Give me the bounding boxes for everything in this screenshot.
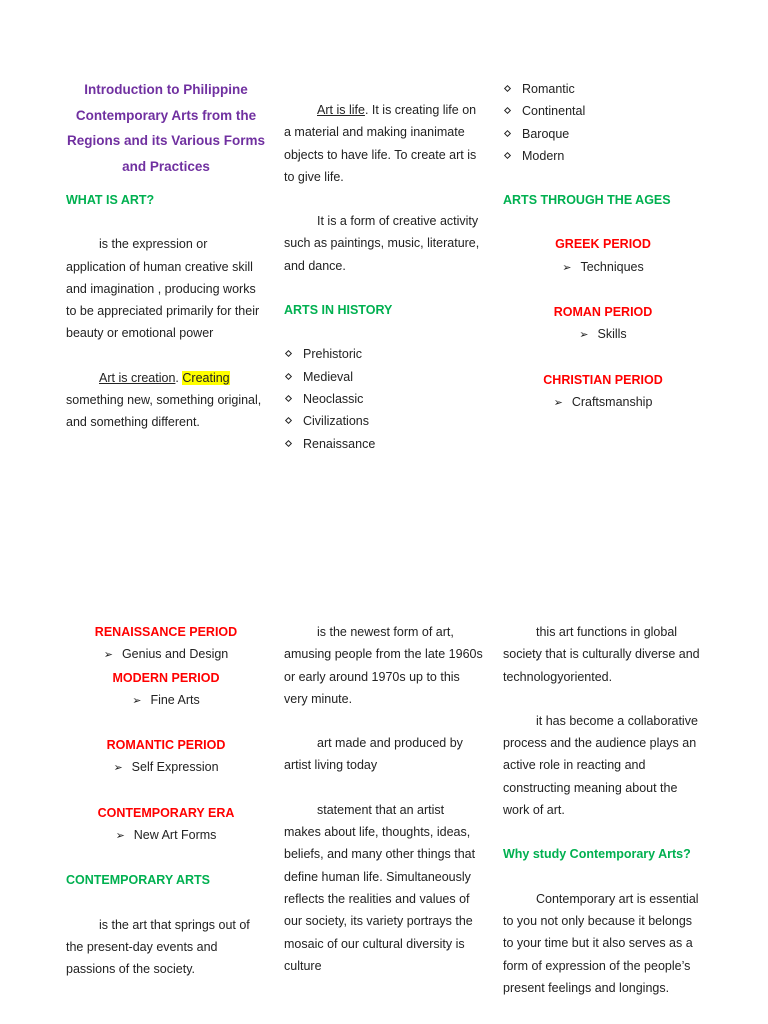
arts-in-history-heading: ARTS IN HISTORY: [284, 303, 393, 318]
list-item-label: Neoclassic: [303, 391, 364, 406]
diamond-bullet-icon: [504, 152, 511, 159]
roman-period-item: [503, 323, 703, 346]
list-item: [284, 433, 484, 455]
list-item-label: Civilizations: [303, 414, 369, 429]
list-item-label: Prehistoric: [303, 347, 363, 362]
christian-period-heading: CHRISTIAN PERIOD: [543, 372, 663, 387]
creation-rest-text: something new, something original, and something different.: [66, 393, 262, 430]
item-label: Fine Arts: [150, 692, 200, 707]
column-2: [284, 99, 484, 455]
list-item: [284, 366, 484, 388]
modern-period-heading: MODERN PERIOD: [112, 670, 220, 685]
romantic-period-heading: ROMANTIC PERIOD: [106, 738, 226, 753]
art-is-life-rest: . It is creating life on a material and making inanimate objects to have life. To create art is to give life.: [284, 103, 477, 184]
list-item-label: Renaissance: [303, 436, 376, 451]
arrow-bullet-icon: ➢: [113, 762, 123, 775]
collaborative-process-paragraph: it has become a collaborative process and the audience plays an active role in reacting and constructing meaning about the work of art.: [503, 713, 698, 818]
renaissance-period-item: [66, 643, 266, 666]
periods-continued-list: [503, 78, 703, 167]
creative-activity-paragraph: It is a form of creative activity such as paintings, music, literature, and dance.: [284, 214, 480, 273]
list-item-label: Baroque: [522, 126, 570, 141]
christian-period-item: [503, 391, 703, 414]
what-is-art-text: is the expression or application of human creative skill and imagination , producing works to be appreciated primarily for their beauty or emotional power: [66, 237, 260, 341]
column-4: [66, 621, 266, 981]
renaissance-period-heading: RENAISSANCE PERIOD: [94, 625, 238, 639]
arrow-bullet-icon: ➢: [579, 329, 589, 342]
contemporary-era-item: [66, 824, 266, 847]
diamond-bullet-icon: [285, 395, 292, 402]
list-item-label: Romantic: [522, 82, 575, 96]
contemporary-arts-text: is the art that springs out of the present-day events and passions of the society.: [66, 917, 250, 977]
newest-form-paragraph: is the newest form of art, amusing people from the late 1960s or early around 1970s up to this very minute.: [284, 625, 483, 706]
column-3: [503, 78, 703, 414]
what-is-art-heading: WHAT IS ART?: [66, 193, 155, 207]
list-item: [503, 100, 703, 122]
period-text: .: [175, 370, 179, 385]
arrow-bullet-icon: ➢: [115, 830, 125, 843]
list-item-label: Medieval: [303, 369, 354, 384]
diamond-bullet-icon: [504, 130, 511, 137]
column-1: [66, 77, 266, 434]
romantic-period-item: [66, 756, 266, 779]
diamond-bullet-icon: [504, 85, 511, 92]
contemporary-era-heading: CONTEMPORARY ERA: [97, 805, 235, 820]
list-item: [503, 78, 703, 100]
arrow-bullet-icon: ➢: [132, 694, 142, 707]
list-item: [503, 123, 703, 145]
list-item: [284, 410, 484, 432]
column-5: [284, 621, 484, 977]
list-item-label: Modern: [522, 148, 565, 163]
art-is-creation-underlined: Art is creation: [99, 370, 176, 385]
list-item-label: Continental: [522, 104, 586, 119]
arrow-bullet-icon: ➢: [103, 649, 113, 662]
greek-period-item: [503, 256, 703, 279]
column-6: [503, 621, 703, 999]
global-society-paragraph: this art functions in global society that is culturally diverse and technologyoriented.: [503, 625, 700, 684]
list-item: [284, 388, 484, 410]
creating-highlight: Creating: [182, 370, 230, 385]
contemporary-arts-heading: CONTEMPORARY ARTS: [66, 873, 210, 888]
item-label: Self Expression: [131, 760, 219, 775]
artist-statement-paragraph: statement that an artist makes about life, thoughts, ideas, beliefs, and many other things that define human life. Simultaneously reflects the realities and values of our society, its variety portrays the mosaic of our cultural diversity is culture: [284, 802, 476, 973]
art-is-life-paragraph: [284, 99, 484, 188]
document-title: Introduction to Philippine Contemporary Arts from the Regions and its Various Forms and Practices: [66, 82, 266, 174]
diamond-bullet-icon: [285, 417, 292, 424]
roman-period-heading: ROMAN PERIOD: [553, 305, 653, 320]
diamond-bullet-icon: [504, 107, 511, 114]
diamond-bullet-icon: [285, 373, 292, 380]
list-item: [284, 343, 484, 365]
arrow-bullet-icon: ➢: [553, 396, 563, 409]
diamond-bullet-icon: [285, 350, 292, 357]
item-label: Genius and Design: [121, 647, 229, 662]
modern-period-item: [66, 689, 266, 712]
art-made-today-paragraph: art made and produced by artist living today: [284, 736, 463, 773]
item-label: Craftsmanship: [571, 394, 653, 409]
list-item: [503, 145, 703, 167]
arrow-bullet-icon: ➢: [562, 261, 572, 274]
diamond-bullet-icon: [285, 440, 292, 447]
greek-period-heading: GREEK PERIOD: [555, 237, 651, 252]
arts-through-ages-heading: ARTS THROUGH THE AGES: [503, 193, 671, 208]
item-label: Techniques: [580, 259, 644, 274]
why-study-paragraph: Contemporary art is essential to you not only because it belongs to your time but it also serves as a form of expression of the people’s present feelings and longings.: [503, 891, 699, 995]
item-label: New Art Forms: [133, 828, 217, 843]
item-label: Skills: [597, 327, 627, 342]
art-is-life-underlined: Art is life: [317, 103, 365, 117]
history-list: [284, 343, 484, 454]
art-is-creation-paragraph: [66, 367, 266, 434]
why-study-heading: Why study Contemporary Arts?: [503, 847, 691, 862]
